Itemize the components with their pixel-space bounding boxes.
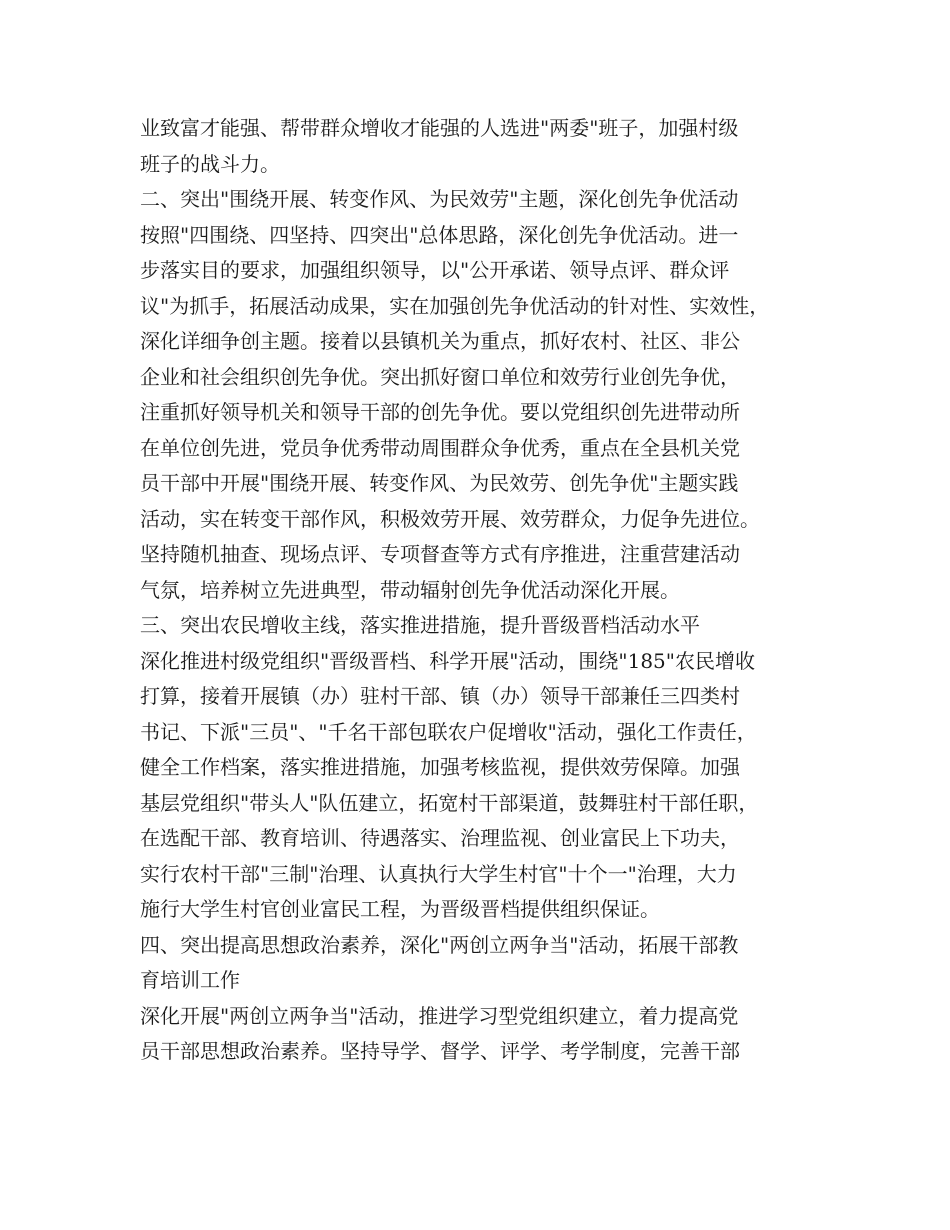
text-line: 深化详细争创主题。接着以县镇机关为重点，抓好农村、社区、非公 <box>140 329 740 353</box>
text-line: 气氛，培养树立先进典型，带动辐射创先争优活动深化开展。 <box>140 577 680 602</box>
text-line: 企业和社会组织创先争优。突出抓好窗口单位和效劳行业创先争优， <box>140 364 740 389</box>
text-line: 施行大学生村官创业富民工程，为晋级晋档提供组织保证。 <box>140 897 660 921</box>
section-heading: 四、突出提高思想政治素养，深化"两创立两争当"活动，拓展干部教 <box>140 932 739 957</box>
text-line: 深化开展"两创立两争当"活动，推进学习型党组织建立，着力提高党 <box>140 1003 739 1028</box>
text-line: 活动，实在转变干部作风，积极效劳开展、效劳群众，力促争先进位。 <box>140 506 760 531</box>
text-line: 打算，接着开展镇（办）驻村干部、镇（办）领导干部兼任三四类村 <box>140 684 740 708</box>
section-heading: 二、突出"围绕开展、转变作风、为民效劳"主题，深化创先争优活动 <box>140 187 739 211</box>
section-heading: 育培训工作 <box>140 968 240 992</box>
text-line: 员干部中开展"围绕开展、转变作风、为民效劳、创先争优"主题实践 <box>140 471 739 495</box>
text-line: 按照"四围绕、四坚持、四突出"总体思路，深化创先争优活动。进一 <box>140 222 739 247</box>
text-line: 员干部思想政治素养。坚持导学、督学、评学、考学制度，完善干部 <box>140 1039 740 1063</box>
text-line: 在选配干部、教育培训、待遇落实、治理监视、创业富民上下功夫， <box>140 826 740 850</box>
text-line: 书记、下派"三员"、"千名干部包联农户促增收"活动，强化工作责任， <box>140 719 757 744</box>
text-line: 班子的战斗力。 <box>140 151 280 176</box>
document-body <box>140 111 830 1070</box>
text-line: 步落实目的要求，加强组织领导，以"公开承诺、领导点评、群众评 <box>140 258 730 282</box>
text-line: 业致富才能强、帮带群众增收才能强的人选进"两委"班子，加强村级 <box>140 116 739 140</box>
text-line: 议"为抓手，拓展活动成果，实在加强创先争优活动的针对性、实效性， <box>140 293 770 318</box>
text-line: 坚持随机抽查、现场点评、专项督查等方式有序推进，注重营建活动 <box>140 542 740 566</box>
text-line: 深化推进村级党组织"晋级晋档、科学开展"活动，围绕"185"农民增收 <box>140 648 755 673</box>
text-line: 基层党组织"带头人"队伍建立，拓宽村干部渠道，鼓舞驻村干部任职， <box>140 790 759 815</box>
text-line: 注重抓好领导机关和领导干部的创先争优。要以党组织创先进带动所 <box>140 400 740 424</box>
text-line: 实行农村干部"三制"治理、认真执行大学生村官"十个一"治理，大力 <box>140 861 737 886</box>
section-heading: 三、突出农民增收主线，落实推进措施，提升晋级晋档活动水平 <box>140 613 700 637</box>
text-line: 在单位创先进，党员争优秀带动周围群众争优秀，重点在全县机关党 <box>140 435 740 460</box>
text-line: 健全工作档案，落实推进措施，加强考核监视，提供效劳保障。加强 <box>140 755 740 779</box>
